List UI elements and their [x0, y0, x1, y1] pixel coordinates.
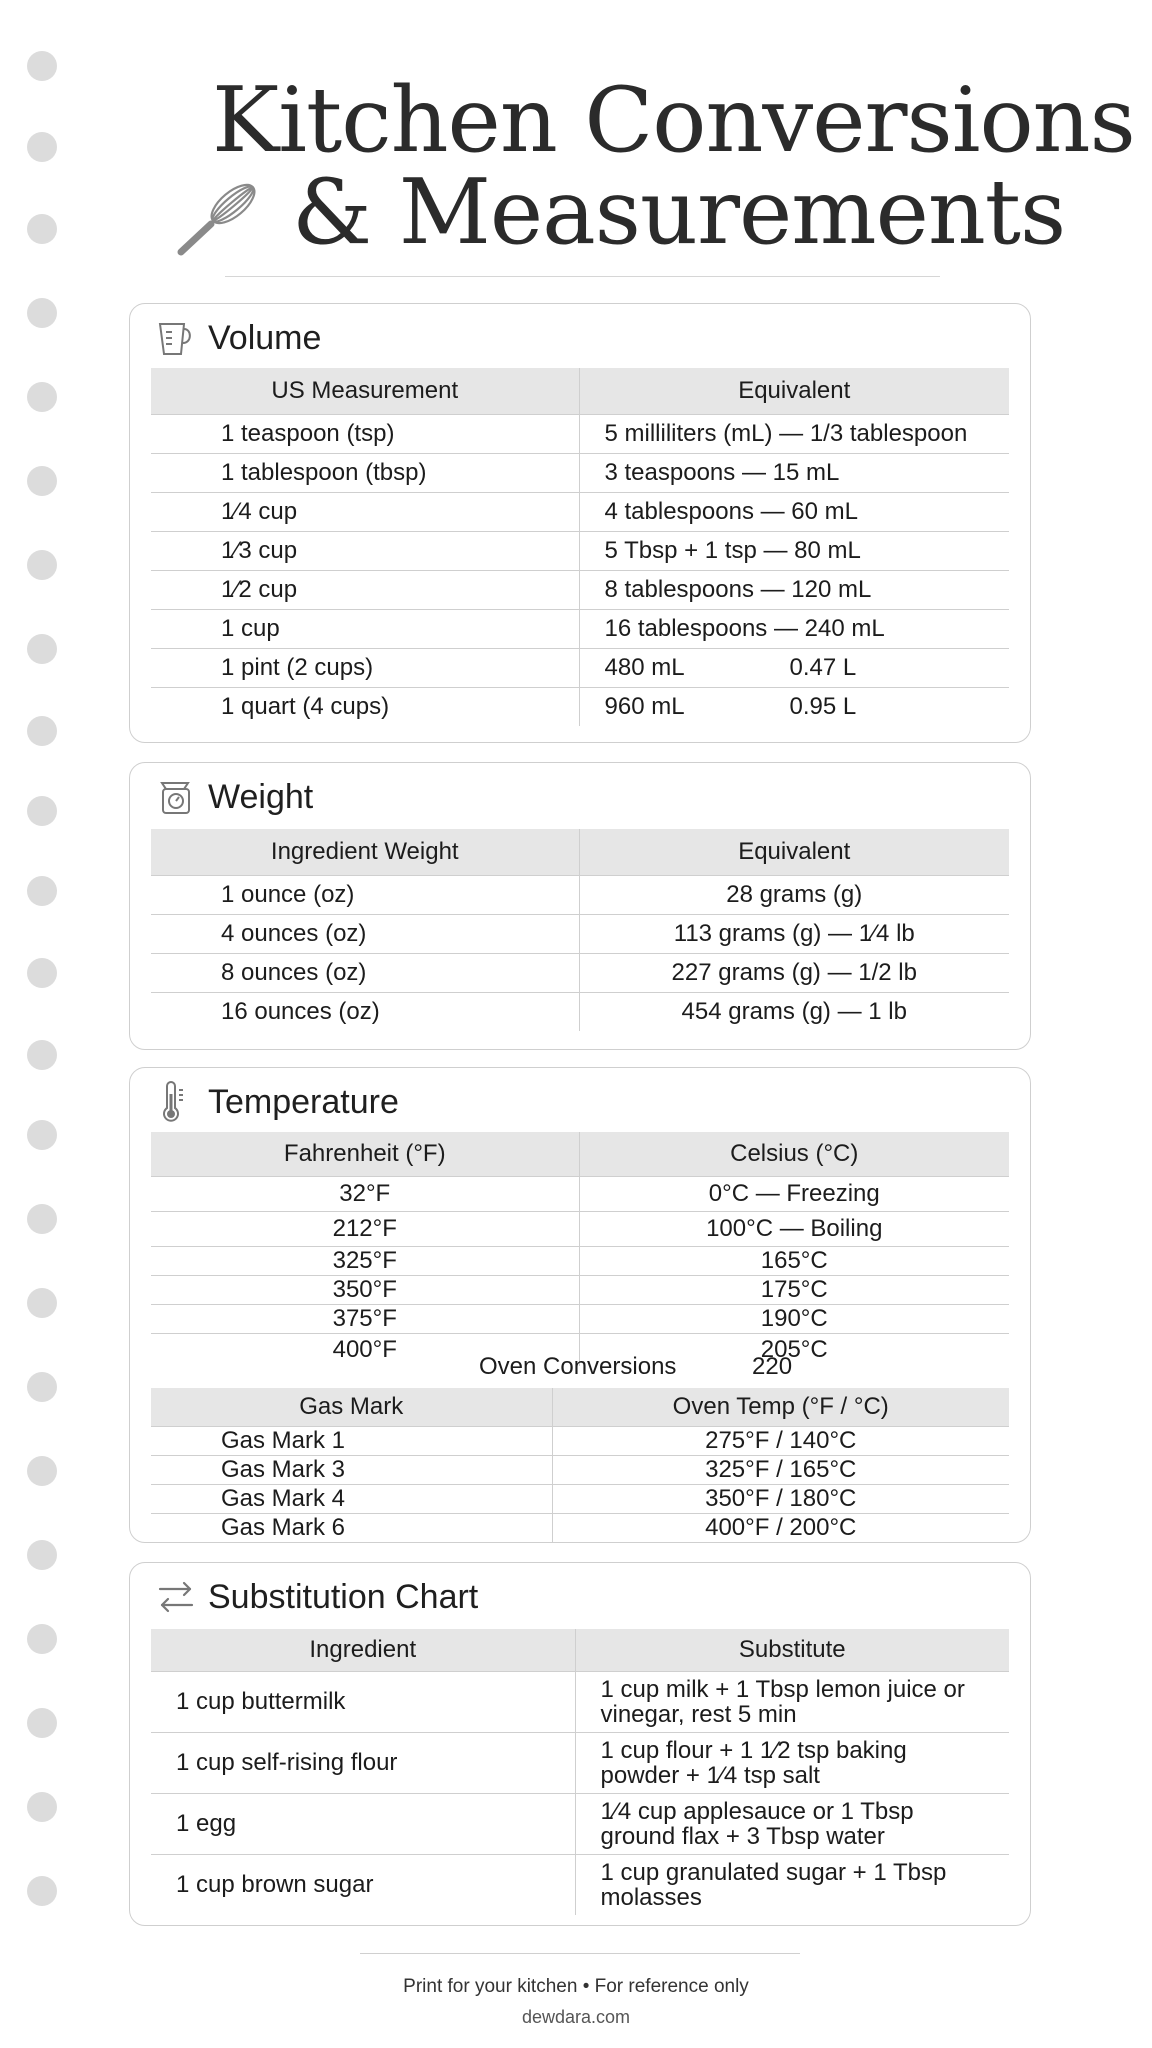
binder-hole [27, 550, 57, 580]
table-cell: 32°F [151, 1177, 579, 1212]
table-cell: 28 grams (g) [579, 876, 1009, 915]
substitution-card [129, 1562, 1031, 1926]
binder-hole [27, 298, 57, 328]
table-row [151, 1672, 1009, 1733]
table-row [151, 688, 1009, 727]
table-row [151, 1276, 1009, 1305]
thermometer-icon [154, 1080, 198, 1124]
table-cell: Gas Mark 3 [151, 1456, 552, 1485]
binder-hole [27, 1540, 57, 1570]
table-cell [579, 493, 1009, 532]
table-row [151, 915, 1009, 954]
column-header: Oven Temp (°F / °C) [552, 1388, 1009, 1427]
volume-title: Volume [208, 318, 322, 357]
table-cell: 212°F [151, 1212, 579, 1247]
oven-conversions-label: Oven Conversions [479, 1353, 677, 1380]
equivalent-value: 4 tablespoons — 60 mL [604, 498, 858, 525]
table-cell: 1 pint (2 cups) [151, 649, 579, 688]
table-header-row [151, 1629, 1009, 1672]
table-cell: 1⁄4 cup applesauce or 1 Tbsp ground flax + 3 Tbsp water [575, 1794, 1009, 1855]
table-row [151, 1212, 1009, 1247]
table-row [151, 610, 1009, 649]
substitution-title: Substitution Chart [208, 1577, 479, 1616]
table-cell: 1 egg [151, 1794, 575, 1855]
table-cell: 350°F [151, 1276, 579, 1305]
measuring-cup-icon [154, 316, 198, 360]
table-cell: 1 cup granulated sugar + 1 Tbsp molasses [575, 1855, 1009, 1916]
table-cell [579, 532, 1009, 571]
table-row [151, 1733, 1009, 1794]
binder-hole [27, 466, 57, 496]
table-row [151, 454, 1009, 493]
binder-hole [27, 958, 57, 988]
table-cell: 400°F / 200°C [552, 1514, 1009, 1543]
table-row [151, 1456, 1009, 1485]
table-cell: 350°F / 180°C [552, 1485, 1009, 1514]
gas-mark-table [151, 1388, 1009, 1542]
binder-hole [27, 382, 57, 412]
binder-hole [27, 1708, 57, 1738]
binder-hole [27, 1288, 57, 1318]
table-cell: 165°C [579, 1247, 1009, 1276]
footer-note: Print for your kitchen • For reference only [403, 1976, 749, 1997]
table-cell: Gas Mark 4 [151, 1485, 552, 1514]
table-row [151, 954, 1009, 993]
table-cell: 454 grams (g) — 1 lb [579, 993, 1009, 1032]
table-row [151, 1514, 1009, 1543]
swap-arrows-icon [154, 1575, 198, 1619]
table-row [151, 1177, 1009, 1212]
table-row [151, 1855, 1009, 1916]
equivalent-value: 16 tablespoons — 240 mL [604, 615, 885, 642]
column-header: Substitute [575, 1629, 1009, 1672]
table-cell: 1 cup buttermilk [151, 1672, 575, 1733]
table-header-row [151, 1132, 1009, 1177]
table-row [151, 649, 1009, 688]
column-header: Ingredient [151, 1629, 575, 1672]
title-divider [225, 276, 940, 277]
binder-hole [27, 1624, 57, 1654]
table-cell: 1 cup [151, 610, 579, 649]
table-cell: 227 grams (g) — 1/2 lb [579, 954, 1009, 993]
column-header: Equivalent [579, 829, 1009, 876]
table-cell: 113 grams (g) — 1⁄4 lb [579, 915, 1009, 954]
table-cell: 190°C [579, 1305, 1009, 1334]
temperature-table [151, 1132, 1009, 1366]
footer-site: dewdara.com [521, 2007, 631, 2027]
binder-hole [27, 1372, 57, 1402]
binder-hole [27, 1204, 57, 1234]
table-row [151, 415, 1009, 454]
table-cell: 175°C [579, 1276, 1009, 1305]
column-header: Celsius (°C) [579, 1132, 1009, 1177]
table-cell: 325°F / 165°C [552, 1456, 1009, 1485]
substitution-table [151, 1629, 1009, 1915]
table-cell: 1 teaspoon (tsp) [151, 415, 579, 454]
oven-extra-value: 220 [752, 1353, 793, 1380]
equivalent-value: 5 milliliters (mL) — 1/3 tablespoon [604, 420, 968, 447]
table-cell [579, 454, 1009, 493]
table-cell: Gas Mark 1 [151, 1427, 552, 1456]
table-row [151, 876, 1009, 915]
table-cell: 1 cup flour + 1 1⁄2 tsp baking powder + 1⁄4 tsp salt [575, 1733, 1009, 1794]
table-cell: 16 ounces (oz) [151, 993, 579, 1032]
footer-divider [360, 1953, 800, 1954]
table-cell: 1 tablespoon (tbsp) [151, 454, 579, 493]
binder-hole [27, 876, 57, 906]
weight-card [129, 762, 1031, 1050]
table-cell: 375°F [151, 1305, 579, 1334]
equivalent-value: 480 mL [604, 654, 685, 681]
table-cell: 1 cup brown sugar [151, 1855, 575, 1916]
table-cell [579, 610, 1009, 649]
column-header: US Measurement [151, 368, 579, 415]
table-header-row [151, 829, 1009, 876]
equivalent-value: 8 tablespoons — 120 mL [604, 576, 872, 603]
weight-title: Weight [208, 777, 314, 816]
table-cell: 1⁄2 cup [151, 571, 579, 610]
binder-hole [27, 1120, 57, 1150]
table-row [151, 532, 1009, 571]
table-cell: 0°C — Freezing [579, 1177, 1009, 1212]
table-cell: 205°C [579, 1334, 1009, 1367]
table-cell [579, 415, 1009, 454]
temperature-title: Temperature [208, 1082, 399, 1121]
table-row [151, 571, 1009, 610]
binder-hole [27, 1456, 57, 1486]
table-row [151, 1485, 1009, 1514]
column-header: Gas Mark [151, 1388, 552, 1427]
volume-table [151, 368, 1009, 726]
table-cell [579, 571, 1009, 610]
table-row [151, 1247, 1009, 1276]
page-header [0, 60, 1152, 270]
page-title-line-1: Kitchen Conversions [212, 68, 1135, 173]
equivalent-value: 3 teaspoons — 15 mL [604, 459, 840, 486]
table-cell [579, 688, 1009, 727]
weight-header [154, 775, 313, 819]
substitution-header [154, 1575, 478, 1619]
table-row [151, 1305, 1009, 1334]
table-header-row [151, 368, 1009, 415]
table-cell: 4 ounces (oz) [151, 915, 579, 954]
column-header: Equivalent [579, 368, 1009, 415]
column-header: Fahrenheit (°F) [151, 1132, 579, 1177]
table-cell: 1⁄4 cup [151, 493, 579, 532]
volume-card [129, 303, 1031, 743]
table-cell: 1 cup milk + 1 Tbsp lemon juice or vinegar, rest 5 min [575, 1672, 1009, 1733]
table-cell: Gas Mark 6 [151, 1514, 552, 1543]
whisk-icon [175, 178, 265, 258]
table-cell: 275°F / 140°C [552, 1427, 1009, 1456]
table-cell: 1 ounce (oz) [151, 876, 579, 915]
table-cell: 1 quart (4 cups) [151, 688, 579, 727]
table-cell [579, 649, 1009, 688]
table-cell: 1 cup self-rising flour [151, 1733, 575, 1794]
equivalent-liters: 0.95 L [789, 693, 857, 720]
table-row [151, 1427, 1009, 1456]
binder-hole [27, 1792, 57, 1822]
table-cell: 8 ounces (oz) [151, 954, 579, 993]
table-cell: 325°F [151, 1247, 579, 1276]
kitchen-scale-icon [154, 775, 198, 819]
page-title-line-2: & Measurements [292, 160, 1066, 265]
table-header-row [151, 1388, 1009, 1427]
equivalent-value: 960 mL [604, 693, 685, 720]
table-cell: 400°F [151, 1334, 579, 1367]
binder-hole [27, 1040, 57, 1070]
binder-hole [27, 634, 57, 664]
equivalent-value: 5 Tbsp + 1 tsp — 80 mL [604, 537, 861, 564]
weight-table [151, 829, 1009, 1031]
binder-hole [27, 796, 57, 826]
table-row [151, 1794, 1009, 1855]
temperature-card [129, 1067, 1031, 1543]
table-cell: 100°C — Boiling [579, 1212, 1009, 1247]
binder-hole [27, 1876, 57, 1906]
column-header: Ingredient Weight [151, 829, 579, 876]
table-cell: 1⁄3 cup [151, 532, 579, 571]
table-row [151, 993, 1009, 1032]
temperature-header [154, 1080, 399, 1124]
binder-hole [27, 716, 57, 746]
volume-header [154, 316, 321, 360]
table-row [151, 493, 1009, 532]
equivalent-liters: 0.47 L [789, 654, 857, 681]
